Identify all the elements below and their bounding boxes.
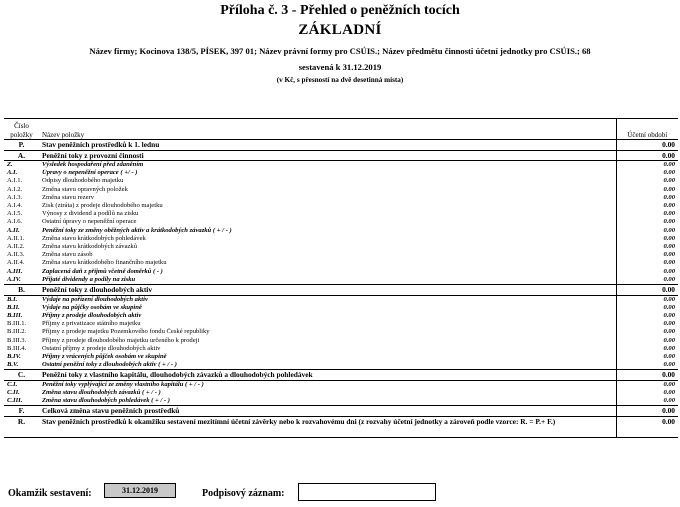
table-row xyxy=(4,169,678,177)
cash-flow-table xyxy=(4,118,678,438)
cell-code: C.III. xyxy=(7,397,23,405)
cell-code: F. xyxy=(4,406,39,417)
cell-name: Peněžní toky ze změny oběžných aktiv a krátkodobých závazků ( + / - ) xyxy=(42,226,232,234)
table-row xyxy=(4,235,678,243)
cell-code: A.I.3. xyxy=(7,193,23,201)
cell-name: Celková změna stavu peněžních prostředků xyxy=(39,406,616,417)
cell-name: Peněžní toky z dlouhodobých aktiv xyxy=(39,285,616,296)
cell-name: Ostatní úpravy o nepeněžní operace xyxy=(42,218,137,226)
signature-field[interactable] xyxy=(298,483,436,501)
cell-value: 0.00 xyxy=(616,345,678,353)
cell-name: Výnosy z dividend a podílů na zisku xyxy=(42,210,139,218)
date-field[interactable]: 31.12.2019 xyxy=(104,483,176,498)
cell-name: Příjmy z privatizace státního majetku xyxy=(42,320,141,328)
cell-name: Změna stavu dlouhodobých závazků ( + / - ) xyxy=(42,389,161,397)
table-row xyxy=(4,268,678,276)
table-row xyxy=(4,345,678,353)
cell-name: Změna stavu dlouhodobých pohledávek ( + / - ) xyxy=(42,397,170,405)
cell-value: 0.00 xyxy=(616,320,678,328)
cell-value: 0.00 xyxy=(616,140,678,151)
cell-name: Výdaje na pořízení dlouhodobých aktiv xyxy=(42,295,148,303)
table-row xyxy=(4,150,678,161)
table-row xyxy=(4,161,678,170)
currency-note: (v Kč, s přesností na dvě desetinná místa) xyxy=(276,76,404,84)
cell-value: 0.00 xyxy=(616,169,678,177)
cell-value: 0.00 xyxy=(616,361,678,370)
table-row xyxy=(4,406,678,417)
table-row xyxy=(4,397,678,406)
table-row xyxy=(4,295,678,304)
table-row xyxy=(4,320,678,328)
table-header xyxy=(4,119,678,140)
table-row xyxy=(4,194,678,202)
cell-code: Z. xyxy=(7,161,13,168)
cell-code: P. xyxy=(4,140,39,151)
report-type: ZÁKLADNÍ xyxy=(298,22,382,38)
company-info: Název firmy; Kocinova 138/5, PÍSEK, 397 01; Název právní formy pro CSÚIS.; Název předmětu činnosti účetní jednotky pro CSÚIS.; 68 xyxy=(89,46,591,56)
cell-name: Změna stavu krátkodobého finančního majetku xyxy=(42,259,167,267)
table-row xyxy=(4,177,678,185)
cell-code: B.V. xyxy=(7,361,19,369)
cell-name: Změna stavu opravných položek xyxy=(42,185,128,193)
cell-code: B.II. xyxy=(7,303,20,311)
cell-code: C.II. xyxy=(7,389,20,397)
table-row xyxy=(4,389,678,397)
cell-name: Peněžní toky z provozní činnosti xyxy=(39,150,616,161)
table-row xyxy=(4,416,678,437)
cell-value: 0.00 xyxy=(616,227,678,235)
cell-value: 0.00 xyxy=(616,285,678,296)
cell-value: 0.00 xyxy=(616,397,678,406)
cell-value: 0.00 xyxy=(616,328,678,336)
cell-name: Příjmy z prodeje dlouhodobého majetku určeného k prodeji xyxy=(42,336,200,344)
table-row xyxy=(4,243,678,251)
cell-name: Příjmy z prodeje dlouhodobých aktiv xyxy=(42,311,142,319)
column-header-value: Účetní období xyxy=(616,119,678,140)
cell-code: B.III. xyxy=(7,311,23,319)
cell-name: Změna stavu rezerv xyxy=(42,193,94,201)
cell-code: A.II.4. xyxy=(7,259,25,267)
cell-name: Úpravy o nepeněžní operace ( +/ - ) xyxy=(42,169,138,177)
cell-code: A.I.2. xyxy=(7,185,23,193)
table-row xyxy=(4,370,678,381)
cell-name: Ostatní peněžní toky z dlouhodobých aktiv ( + / - ) xyxy=(42,361,177,369)
cell-code: A.I.6. xyxy=(7,218,23,226)
table-row xyxy=(4,218,678,226)
cell-name: Stav peněžních prostředků k okamžiku sestavení mezitímní účetní závěrky nebo k rozvahovému dni (z rozvahy účetní jednotky a zároveň podle vzorce: R. = P.+ F.) xyxy=(39,416,616,437)
cell-code: C. xyxy=(4,370,39,381)
cell-name: Změna stavu krátkodobých pohledávek xyxy=(42,234,146,242)
table-row xyxy=(4,227,678,235)
cell-code: A.II.3. xyxy=(7,251,25,259)
cell-code: R. xyxy=(4,416,39,437)
cell-value: 0.00 xyxy=(616,251,678,259)
table-row xyxy=(4,353,678,361)
cell-name: Změna stavu zásob xyxy=(42,251,93,259)
table-row xyxy=(4,285,678,296)
cell-value: 0.00 xyxy=(616,150,678,161)
cell-code: B.III.1. xyxy=(7,320,27,328)
cell-value: 0.00 xyxy=(616,268,678,276)
cell-value: 0.00 xyxy=(616,202,678,210)
cell-name: Příjmy z prodeje majetku Pozemkového fondu České republiky xyxy=(42,328,210,336)
cell-value: 0.00 xyxy=(616,380,678,389)
table-row xyxy=(4,251,678,259)
table-row xyxy=(4,259,678,267)
cell-value: 0.00 xyxy=(616,218,678,226)
cell-value: 0.00 xyxy=(616,416,678,437)
cell-value: 0.00 xyxy=(616,243,678,251)
cell-name: Odpisy dlouhodobého majetku xyxy=(42,177,124,185)
table-row xyxy=(4,276,678,285)
cell-name: Výdaje na půjčky osobám ve skupině xyxy=(42,303,142,311)
cell-value: 0.00 xyxy=(616,370,678,381)
cell-name: Změna stavu krátkodobých závazků xyxy=(42,243,138,251)
cell-code: B.III.2. xyxy=(7,328,27,336)
date-label: Okamžik sestavení: xyxy=(8,488,92,499)
cell-code: A.III. xyxy=(7,267,23,275)
table-row xyxy=(4,361,678,370)
table-row xyxy=(4,312,678,320)
table-row xyxy=(4,380,678,389)
table-row xyxy=(4,210,678,218)
cell-name: Příjmy z vrácených půjček osobám ve skupině xyxy=(42,352,167,360)
cell-value: 0.00 xyxy=(616,235,678,243)
cell-value: 0.00 xyxy=(616,161,678,170)
page-title: Příloha č. 3 - Přehled o peněžních tocích xyxy=(220,3,460,18)
cell-value: 0.00 xyxy=(616,295,678,304)
table-row xyxy=(4,304,678,312)
cell-code: B.III.4. xyxy=(7,344,27,352)
cell-code: A.IV. xyxy=(7,275,21,283)
column-header-name: Název položky xyxy=(39,119,616,140)
signature-label: Podpisový záznam: xyxy=(202,488,285,499)
cell-value: 0.00 xyxy=(616,353,678,361)
cell-value: 0.00 xyxy=(616,389,678,397)
cell-value: 0.00 xyxy=(616,337,678,345)
cell-code: B. xyxy=(4,285,39,296)
cell-code: A.II.1. xyxy=(7,234,25,242)
cell-value: 0.00 xyxy=(616,304,678,312)
cell-code: B.I. xyxy=(7,295,18,303)
table-body xyxy=(4,140,678,438)
cell-code: A.II. xyxy=(7,226,20,234)
cell-name: Peněžní toky vyplývající ze změny vlastního kapitálu ( + / - ) xyxy=(42,380,204,388)
table-row xyxy=(4,186,678,194)
cell-value: 0.00 xyxy=(616,177,678,185)
compiled-date: sestavená k 31.12.2019 xyxy=(298,62,382,72)
cell-name: Ostatní příjmy z prodeje dlouhodobých aktiv xyxy=(42,344,161,352)
cell-code: A.I.4. xyxy=(7,202,23,210)
cell-name: Zisk (ztráta) z prodeje dlouhodobého majetku xyxy=(42,202,163,210)
cell-code: A.I. xyxy=(7,169,18,177)
column-header-code xyxy=(4,119,39,140)
cell-code: C.I. xyxy=(7,380,18,388)
cell-code: A. xyxy=(4,150,39,161)
table-row xyxy=(4,337,678,345)
cell-code: B.III.3. xyxy=(7,336,27,344)
cell-value: 0.00 xyxy=(616,406,678,417)
cell-name: Výsledek hospodaření před zdaněním xyxy=(42,161,144,168)
table-row xyxy=(4,328,678,336)
cell-value: 0.00 xyxy=(616,194,678,202)
cell-value: 0.00 xyxy=(616,276,678,285)
cell-code: A.I.1. xyxy=(7,177,23,185)
cell-name: Peněžní toky z vlastního kapitálu, dlouhodobých závazků a dlouhodobých pohledávek xyxy=(39,370,616,381)
cell-value: 0.00 xyxy=(616,312,678,320)
cell-code: A.I.5. xyxy=(7,210,23,218)
cell-name: Zaplacená daň z příjmů včetně doměrků ( - ) xyxy=(42,267,163,275)
cell-name: Stav peněžních prostředků k 1. lednu xyxy=(39,140,616,151)
cell-value: 0.00 xyxy=(616,210,678,218)
cell-value: 0.00 xyxy=(616,186,678,194)
cell-value: 0.00 xyxy=(616,259,678,267)
table-row xyxy=(4,140,678,151)
column-header-code-label: Číslo položky xyxy=(10,122,33,139)
cell-name: Přijaté dividendy a podíly na zisku xyxy=(42,275,136,283)
cell-code: B.IV. xyxy=(7,352,21,360)
table-row xyxy=(4,202,678,210)
cell-code: A.II.2. xyxy=(7,243,25,251)
